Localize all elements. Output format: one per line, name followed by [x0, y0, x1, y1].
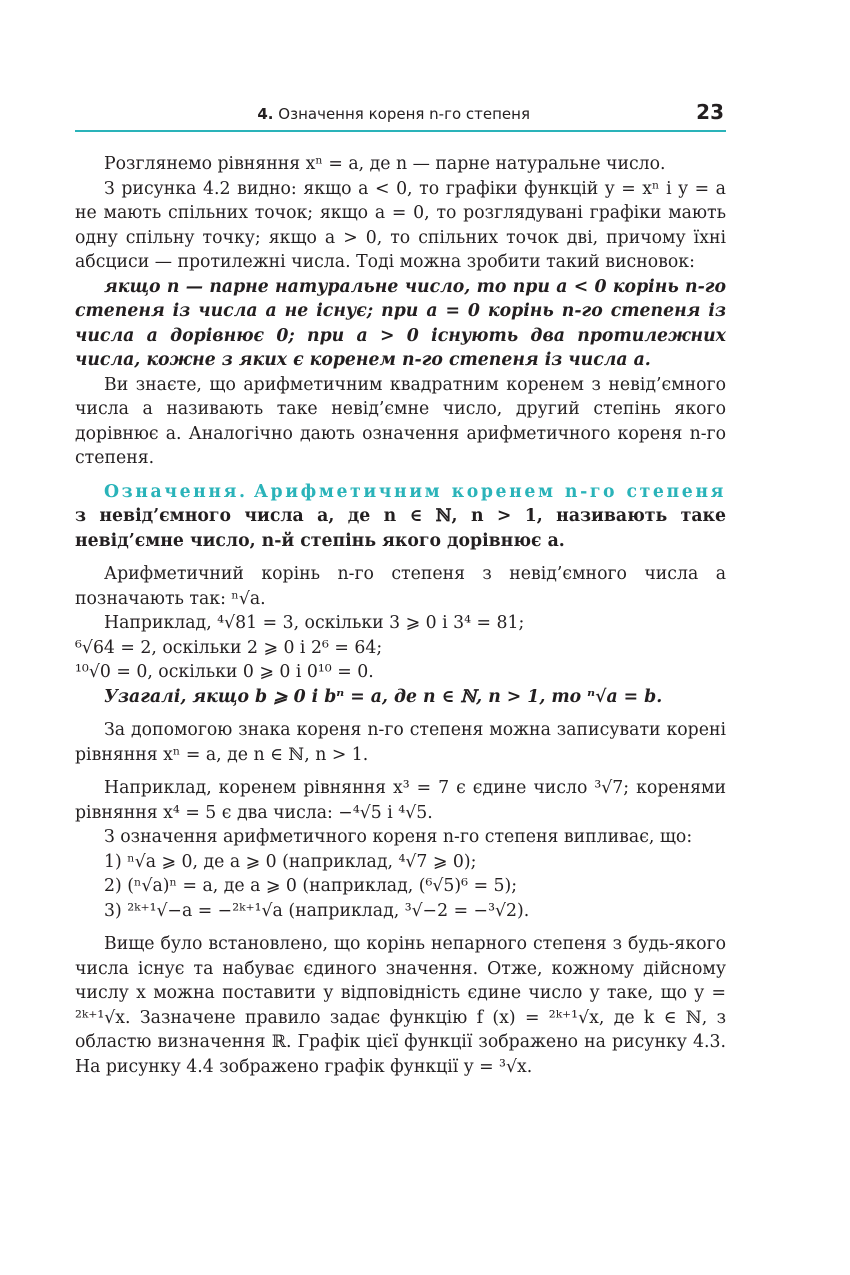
definition-text: з невід’ємного числа a, де n ∈ ℕ, n > 1, називають таке невід’ємне число, n-й степінь якого дорівнює a. [75, 506, 726, 551]
example-2: ⁶√64 = 2, оскільки 2 ⩾ 0 і 2⁶ = 64; [75, 637, 383, 658]
final-paragraph: Вище було встановлено, що корінь непарного степеня з будь-якого числа існує та набуває єдиного значення. Отже, кожному дійсному числу x можна поставити у відповідність єдине число y таке, що y = ²ᵏ⁺¹√x. Зазначене правило задає функцію f (x) = ²ᵏ⁺¹√x, де k ∈ ℕ, з областю визначення ℝ. Графік цієї функції зображено на рисунку 4.3. На рисунку 4.4 зображено графік функції y = ³√x. [75, 934, 726, 1077]
section-number: 4. [257, 105, 274, 123]
property-3: 3) ²ᵏ⁺¹√−a = −²ᵏ⁺¹√a (наприклад, ³√−2 = −³√2). [104, 900, 530, 921]
paragraph-graph-analysis: З рисунка 4.2 видно: якщо a < 0, то графіки функцій y = xⁿ і y = a не мають спільних точок; якщо a = 0, то розглядувані графіки мають одну спільну точку; якщо a > 0, то спільних точок дві, причому їхні абсциси — протилежні числа. Тоді можна зробити такий висновок: [75, 178, 726, 272]
example-1: Наприклад, ⁴√81 = 3, оскільки 3 ⩾ 0 і 3⁴ = 81; [104, 613, 525, 633]
property-2: 2) (ⁿ√a)ⁿ = a, де a ⩾ 0 (наприклад, (⁶√5)⁶ = 5); [104, 876, 518, 896]
example-3: ¹⁰√0 = 0, оскільки 0 ⩾ 0 і 0¹⁰ = 0. [75, 662, 374, 682]
conclusion-statement: якщо n — парне натуральне число, то при a < 0 корінь n-го степеня із числа a не існує; при a = 0 корінь n-го степеня із числа a дорівнює 0; при a > 0 існують два протилежних числа, кожне з яких є коренем n-го степеня із числа a. [75, 276, 726, 370]
paragraph-equation-intro: Розглянемо рівняння xⁿ = a, де n — парне натуральне число. [104, 154, 666, 174]
property-1: 1) ⁿ√a ⩾ 0, де a ⩾ 0 (наприклад, ⁴√7 ⩾ 0); [104, 851, 477, 872]
paragraph-arith-sqrt: Ви знаєте, що арифметичним квадратним коренем з невід’ємного числа a називають таке невід’ємне число, другий степінь якого дорівнює a. Аналогічно дають означення арифметичного кореня n-го степеня. [75, 374, 726, 468]
consequence-intro: З означення арифметичного кореня n-го степеня випливає, що: [104, 827, 693, 847]
page-header [75, 98, 726, 132]
definition-label: Означення. [104, 481, 248, 502]
definition-block [75, 480, 726, 554]
general-statement: Узагалі, якщо b ⩾ 0 і bⁿ = a, де n ∈ ℕ, n > 1, то ⁿ√a = b. [104, 686, 663, 707]
page-body [75, 152, 726, 1079]
running-title [257, 105, 530, 123]
roots-sentence: За допомогою знака кореня n-го степеня можна записувати корені рівняння xⁿ = a, де n ∈ ℕ, n > 1. [75, 720, 726, 765]
section-title: Означення кореня n-го степеня [278, 105, 530, 123]
definition-term: Арифметичним коренем n-го степеня [253, 481, 726, 502]
notation-sentence: Арифметичний корінь n-го степеня з невід’ємного числа a позначають так: ⁿ√a. [75, 564, 726, 609]
example-x3: Наприклад, коренем рівняння x³ = 7 є єдине число ³√7; коренями рівняння x⁴ = 5 є два числа: −⁴√5 і ⁴√5. [75, 778, 726, 823]
page-number: 23 [696, 100, 724, 124]
